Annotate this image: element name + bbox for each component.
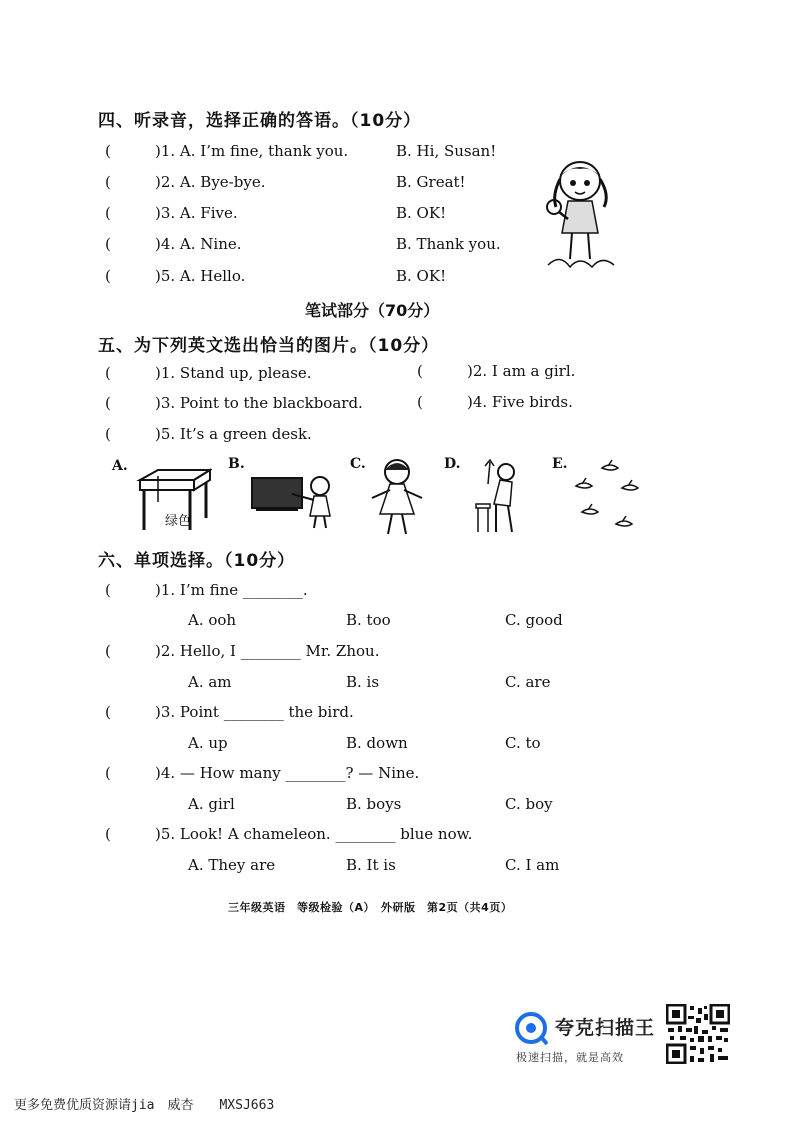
girl-picture (368, 456, 426, 540)
question-5-3: )3. Point to the blackboard. (155, 394, 363, 412)
section-5-title: 五、为下列英文选出恰当的图片。（10分） (98, 336, 440, 356)
answer-paren[interactable]: ( (105, 394, 111, 412)
scanner-brand: 夸克扫描王 (555, 1017, 656, 1039)
question-5-4: )4. Five birds. (467, 393, 573, 411)
option-b: B. OK! (396, 267, 447, 285)
option-a: A. ooh (188, 611, 237, 629)
bottom-resource-note: 更多免费优质资源请jia 威杏 MXSJ663 (14, 1098, 275, 1113)
section-4-title: 四、听录音，选择正确的答语。（10分） (98, 111, 422, 131)
page-footer: 三年级英语 等级检验（A） 外研版 第2页（共4页） (228, 901, 513, 914)
answer-paren[interactable]: ( (105, 204, 111, 222)
answer-paren[interactable]: ( (105, 142, 111, 160)
section-6-title: 六、单项选择。（10分） (98, 551, 296, 571)
option-b: B. too (346, 611, 391, 629)
answer-paren[interactable]: ( (105, 764, 111, 782)
desk-color-label: 绿色 (165, 514, 192, 529)
question-6-5: )5. Look! A chameleon. ________ blue now. (155, 825, 473, 843)
written-part-heading: 笔试部分（70分） (305, 301, 440, 320)
option-a: A. They are (188, 856, 276, 874)
option-a: A. up (188, 734, 228, 752)
picture-label-c: C. (350, 456, 366, 472)
question-4-5: )5. A. Hello. (155, 267, 246, 285)
option-b: B. It is (346, 856, 396, 874)
option-b: B. is (346, 673, 380, 691)
scanner-logo-icon (514, 1011, 548, 1045)
option-c: C. good (505, 611, 563, 629)
question-4-1: )1. A. I’m fine, thank you. (155, 142, 349, 160)
answer-paren[interactable]: ( (105, 267, 111, 285)
question-5-2: )2. I am a girl. (467, 362, 576, 380)
picture-label-d: D. (444, 456, 461, 472)
question-4-4: )4. A. Nine. (155, 235, 242, 253)
question-5-5: )5. It’s a green desk. (155, 425, 312, 443)
answer-paren[interactable]: ( (417, 393, 423, 411)
answer-paren[interactable]: ( (105, 173, 111, 191)
picture-label-b: B. (228, 456, 245, 472)
option-c: C. to (505, 734, 541, 752)
question-4-3: )3. A. Five. (155, 204, 238, 222)
picture-label-a: A. (112, 458, 128, 474)
option-c: C. I am (505, 856, 560, 874)
option-b: B. boys (346, 795, 402, 813)
option-c: C. are (505, 673, 551, 691)
option-b: B. down (346, 734, 408, 752)
question-6-2: )2. Hello, I ________ Mr. Zhou. (155, 642, 380, 660)
answer-paren[interactable]: ( (105, 364, 111, 382)
option-c: C. boy (505, 795, 553, 813)
blackboard-picture (250, 466, 338, 532)
boy-stand-up-picture (470, 456, 524, 536)
five-birds-picture (572, 458, 644, 538)
girl-magnifier-illustration (540, 155, 622, 273)
picture-label-e: E. (552, 456, 568, 472)
answer-paren[interactable]: ( (105, 425, 111, 443)
question-5-1: )1. Stand up, please. (155, 364, 312, 382)
option-a: A. girl (188, 795, 235, 813)
option-a: A. am (188, 673, 232, 691)
option-b: B. Thank you. (396, 235, 501, 253)
option-b: B. Great! (396, 173, 466, 191)
answer-paren[interactable]: ( (105, 235, 111, 253)
answer-paren[interactable]: ( (105, 825, 111, 843)
scanner-slogan: 极速扫描，就是高效 (516, 1051, 624, 1064)
option-b: B. Hi, Susan! (396, 142, 497, 160)
question-6-1: )1. I’m fine ________. (155, 581, 308, 599)
option-b: B. OK! (396, 204, 447, 222)
answer-paren[interactable]: ( (417, 362, 423, 380)
question-4-2: )2. A. Bye-bye. (155, 173, 266, 191)
qr-code-icon (666, 1004, 730, 1064)
answer-paren[interactable]: ( (105, 581, 111, 599)
question-6-3: )3. Point ________ the bird. (155, 703, 354, 721)
question-6-4: )4. — How many ________? — Nine. (155, 764, 420, 782)
answer-paren[interactable]: ( (105, 642, 111, 660)
answer-paren[interactable]: ( (105, 703, 111, 721)
